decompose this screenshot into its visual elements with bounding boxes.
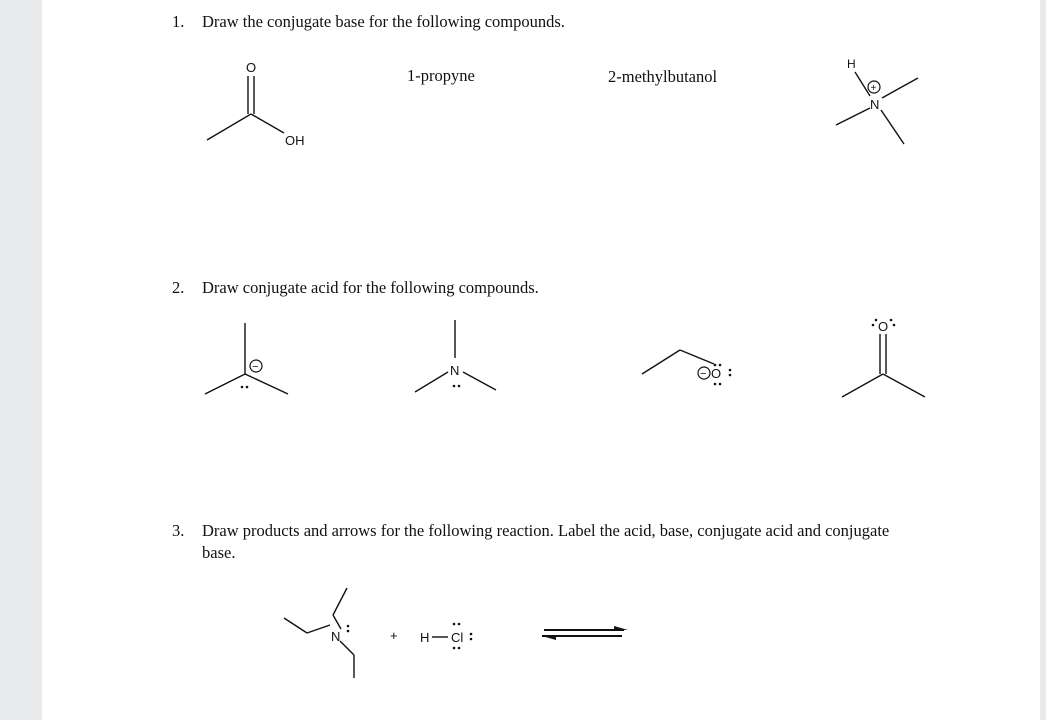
hydrogen-label: H	[420, 630, 430, 645]
acetic-acid-structure	[202, 58, 322, 153]
question-text: Draw conjugate acid for the following compounds.	[202, 278, 539, 297]
equilibrium-arrows-icon	[540, 622, 630, 646]
question-number: 3.	[172, 521, 185, 540]
chlorine-label: Cl	[451, 630, 464, 645]
oxygen-label: O	[246, 60, 257, 75]
ammonium-structure	[822, 52, 932, 152]
methylbutanol-label: 2-methylbutanol	[608, 67, 718, 86]
propyne-label: 1-propyne	[407, 66, 475, 85]
hydroxyl-label: OH	[285, 133, 305, 148]
oxygen-label: O	[878, 319, 889, 334]
worksheet-page	[42, 0, 1040, 720]
alkoxide-structure	[640, 338, 750, 388]
question-text: Draw the conjugate base for the following compounds.	[202, 12, 565, 31]
nitrogen-label: N	[870, 97, 880, 112]
charge-label: −	[700, 368, 707, 380]
question-number: 1.	[172, 12, 185, 31]
oxygen-label: O	[711, 366, 722, 381]
hcl-structure	[418, 618, 508, 658]
question-text: Draw products and arrows for the following reaction. Label the acid, base, conjugate acid and conjugate base.	[202, 521, 890, 562]
ketone-structure	[840, 310, 930, 402]
nitrogen-label: N	[450, 363, 460, 378]
carbanion-structure	[202, 318, 302, 398]
hydrogen-label: H	[847, 57, 856, 71]
plus-sign: +	[390, 628, 398, 643]
amine-structure	[412, 318, 512, 398]
charge-label: −	[252, 361, 259, 373]
triethylamine-structure	[282, 585, 392, 680]
nitrogen-label: N	[331, 629, 341, 644]
charge-label: +	[870, 83, 877, 94]
question-number: 2.	[172, 278, 185, 297]
